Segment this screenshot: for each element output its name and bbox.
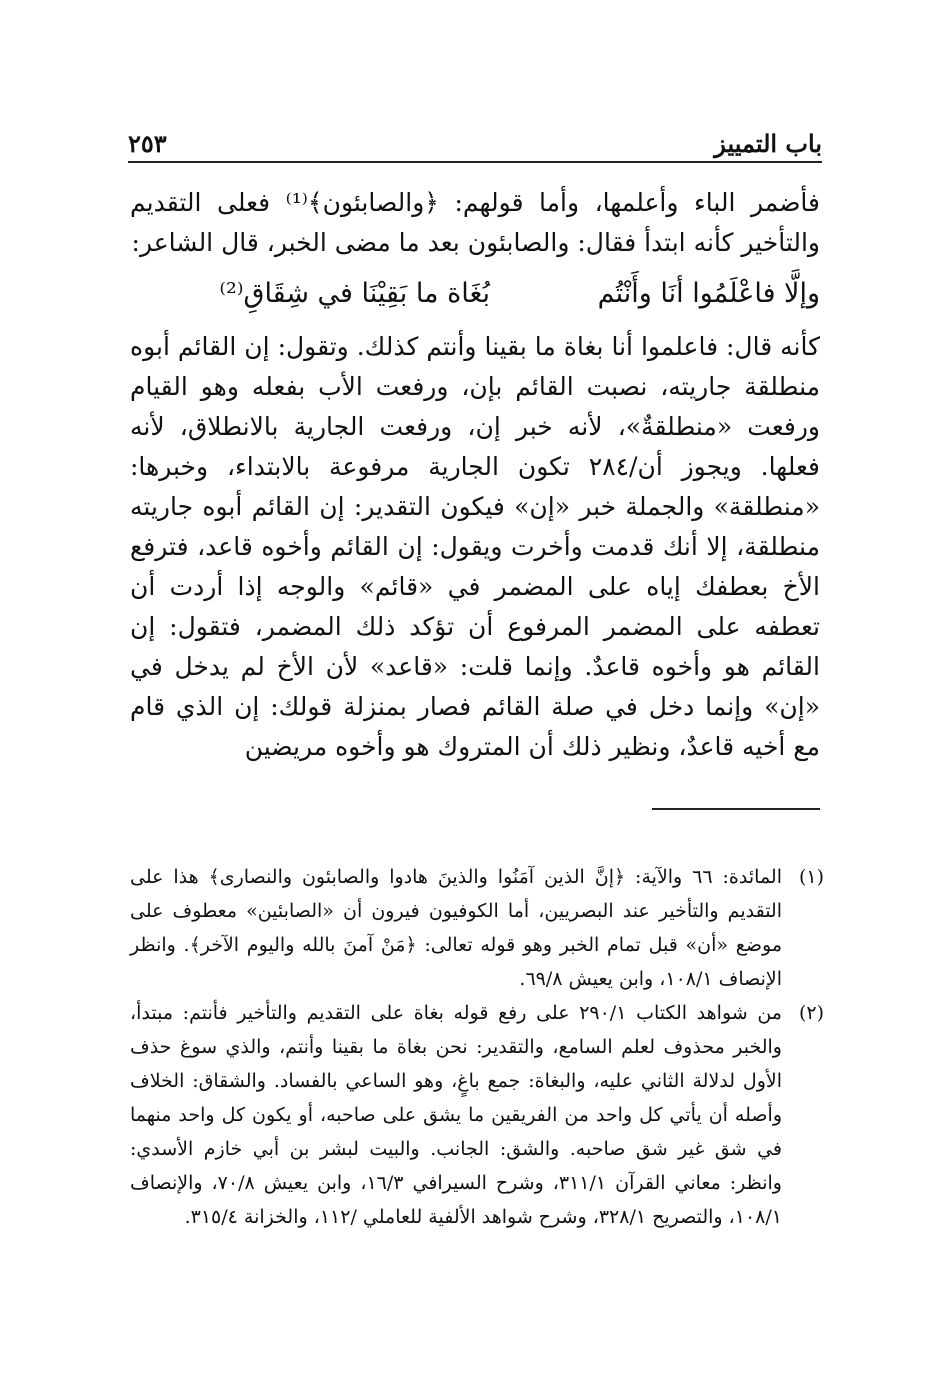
footnote-separator [652,808,820,810]
main-text [130,183,820,767]
running-title: باب التمييز [714,129,822,158]
footnote-text: من شواهد الكتاب ٢٩٠/١ على رفع قوله بغاة على التقديم والتأخير فأنتم: مبتدأ، والخبر محذوف لعلم السامع، والتقدير: نحن بغاة ما بقينا وأنتم، والذي سوغ حذف الأول لدلالة الثاني عليه، والبغاة: جمع باغٍ، وهو الساعي بالفساد. والشقاق: الخلاف وأصله أن يأتي كل واحد من الفريقين ما يشق على صاحبه، أو يكون كل واحد منهما في شق غير شق صاحبه. والشق: الجانب. والبيت لبشر بن أبي خازم الأسدي: وانظر: معاني القرآن ٣١١/١، وشرح السيرافي ١٦/٣، وابن يعيش ٧٠/٨، والإنصاف ١٠٨/١، والتصريح ٣٢٨/١، وشرح شواهد الألفية للعاملي /١١٢، والخزانة ٣١٥/٤. [130,1002,782,1228]
footnote-text: المائدة: ٦٦ والآية: ﴿إنَّ الذين آمَنُوا والذينَ هادوا والصابئون والنصارى﴾ هذا على التقديم والتأخير عند البصريين، أما الكوفيون فيرون أن «الصابئين» معطوف على موضع «أن» قبل تمام الخبر وهو قوله تعالى: ﴿مَنْ آمنَ بالله واليوم الآخر﴾. وانظر الإنصاف ١٠٨/١، وابن يعيش ٦٩/٨. [130,866,782,990]
poetry-verse [130,269,820,319]
header-rule [128,161,822,163]
footnote-1 [130,860,824,996]
footnote-2 [130,996,824,1234]
verse-hemistich-1: وإلَّا فاعْلَمُوا أنَا وأَنْتُم [597,278,820,309]
page-header [128,118,822,158]
footnotes [130,860,824,1234]
paragraph-2: كأنه قال: فاعلموا أنا بغاة ما بقينا وأنتم كذلك. وتقول: إن القائم أبوه منطلقة جاريته، نصبت القائم بإن، ورفعت الأب بفعله وهو القيام ورفعت «منطلقةٌ»، لأنه خبر إن، ورفعت الجارية بالانطلاق، لأنه فعلها. ويجوز أن/٢٨٤ تكون الجارية مرفوعة بالابتداء، وخبرها: «منطلقة» والجملة خبر «إن» فيكون التقدير: إن القائم أبوه جاريته منطلقة، إلا أنك قدمت وأخرت ويقول: إن القائم وأخوه قاعد، فترفع الأخ بعطفك إياه على المضمر في «قائم» والوجه إذا أردت أن تعطفه على المضمر المرفوع أن تؤكد ذلك المضمر، فتقول: إن القائم هو وأخوه قاعدٌ. وإنما قلت: «قاعد» لأن الأخ لم يدخل في «إن» وإنما دخل في صلة القائم فصار بمنزلة قولك: إن الذي قام مع أخيه قاعدٌ، ونظير ذلك أن المتروك هو وأخوه مريضين [130,332,820,761]
verse-hemistich-2: بُغَاة ما بَقِيْنَا في شِقَاقِ⁽²⁾ [219,278,490,309]
footnote-number: (٢) [798,1002,824,1024]
footnote-number: (١) [798,866,824,888]
page-number: ٢٥٣ [128,129,167,158]
paragraph-1: فأضمر الباء وأعلمها، وأما قولهم: ﴿والصابئون﴾⁽¹⁾ فعلى التقديم والتأخير كأنه ابتدأ فقال: والصابئون بعد ما مضى الخبر، قال الشاعر: [130,188,820,257]
